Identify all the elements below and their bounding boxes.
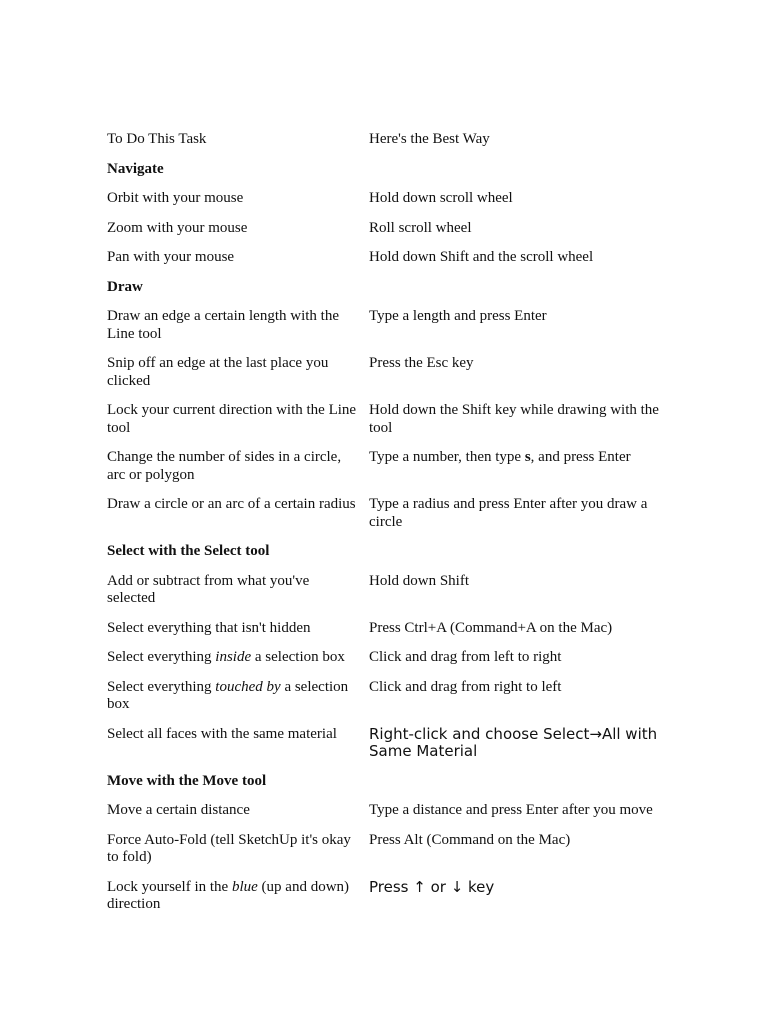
- way-cell: Right-click and choose Select→All with Same Material: [369, 724, 658, 760]
- table-row: [101, 443, 671, 490]
- table-row: [101, 796, 671, 826]
- table-row: [101, 826, 671, 873]
- section-heading-navigate: [101, 155, 671, 185]
- section-title: Move with the Move tool: [107, 772, 267, 789]
- way-cell: Hold down the Shift key while drawing with the tool: [369, 402, 659, 436]
- task-cell: Move a certain distance: [107, 802, 250, 818]
- way-text-pre: Type a number, then type: [369, 449, 525, 465]
- way-text-bold: s: [524, 449, 531, 465]
- task-text-post: (up and down) direction: [107, 878, 350, 912]
- task-cell: Pan with your mouse: [107, 249, 235, 265]
- way-cell: Type a distance and press Enter after you move: [369, 802, 653, 818]
- header-way: Here's the Best Way: [369, 131, 490, 147]
- table-row: [101, 614, 671, 644]
- way-cell: Hold down scroll wheel: [369, 190, 513, 206]
- task-cell: Lock your current direction with the Line tool: [107, 402, 357, 436]
- shortcut-table: [101, 125, 671, 920]
- section-title: Select with the Select tool: [107, 543, 270, 559]
- table-row: [101, 873, 671, 920]
- task-cell: Select everything that isn't hidden: [107, 619, 311, 636]
- table-row: [101, 673, 671, 720]
- table-row: [101, 720, 671, 767]
- section-heading-draw: [101, 273, 671, 303]
- section-heading-move: [101, 767, 671, 797]
- section-title: Navigate: [107, 160, 164, 177]
- table-row: [101, 349, 671, 396]
- way-text-post: , and press Enter: [530, 449, 631, 465]
- task-text-em: blue: [231, 878, 258, 895]
- way-cell: Press Alt (Command on the Mac): [369, 831, 571, 848]
- task-text-pre: Select everything: [107, 649, 216, 665]
- table-row: [101, 214, 671, 244]
- table-row: [101, 643, 671, 673]
- header-task: To Do This Task: [107, 131, 207, 147]
- task-text-pre: Select everything: [107, 678, 216, 695]
- way-cell: Click and drag from left to right: [369, 649, 562, 665]
- way-cell: Click and drag from right to left: [369, 678, 562, 695]
- task-cell: Orbit with your mouse: [107, 190, 244, 206]
- way-cell: Press ↑ or ↓ key: [369, 877, 495, 896]
- task-cell: Draw a circle or an arc of a certain radius: [107, 496, 356, 512]
- table-row: [101, 396, 671, 443]
- way-cell: Hold down Shift: [369, 572, 470, 589]
- table-row: [101, 302, 671, 349]
- table-row: [101, 243, 671, 273]
- table-row: [101, 490, 671, 537]
- task-text-em: inside: [215, 649, 252, 665]
- way-cell: [363, 443, 671, 490]
- section-heading-select: [101, 537, 671, 567]
- task-text-em: touched by: [215, 678, 281, 695]
- way-cell: Type a length and press Enter: [369, 308, 547, 324]
- task-text-pre: Lock yourself in the: [107, 878, 232, 895]
- way-cell: Press the Esc key: [369, 355, 474, 371]
- table-header-row: [101, 125, 671, 155]
- task-text-post: a selection box: [251, 649, 345, 665]
- way-cell: Press Ctrl+A (Command+A on the Mac): [369, 619, 613, 636]
- table-row: [101, 184, 671, 214]
- task-cell: Force Auto-Fold (tell SketchUp it's okay to fold): [107, 831, 351, 865]
- task-cell: Snip off an edge at the last place you clicked: [107, 355, 329, 389]
- task-text-post: a selection box: [107, 678, 349, 712]
- task-cell: Add or subtract from what you've selected: [107, 572, 310, 606]
- section-title: Draw: [107, 278, 143, 295]
- task-cell: [101, 643, 363, 673]
- task-cell: [101, 673, 363, 720]
- task-cell: Select all faces with the same material: [107, 725, 337, 742]
- task-cell: Draw an edge a certain length with the Line tool: [107, 308, 339, 342]
- task-cell: Zoom with your mouse: [107, 219, 248, 236]
- task-cell: [101, 873, 363, 920]
- way-cell: Roll scroll wheel: [369, 219, 472, 236]
- task-cell: Change the number of sides in a circle, arc or polygon: [107, 449, 342, 483]
- way-cell: Hold down Shift and the scroll wheel: [369, 249, 594, 265]
- table-row: [101, 567, 671, 614]
- way-cell: Type a radius and press Enter after you draw a circle: [369, 496, 648, 530]
